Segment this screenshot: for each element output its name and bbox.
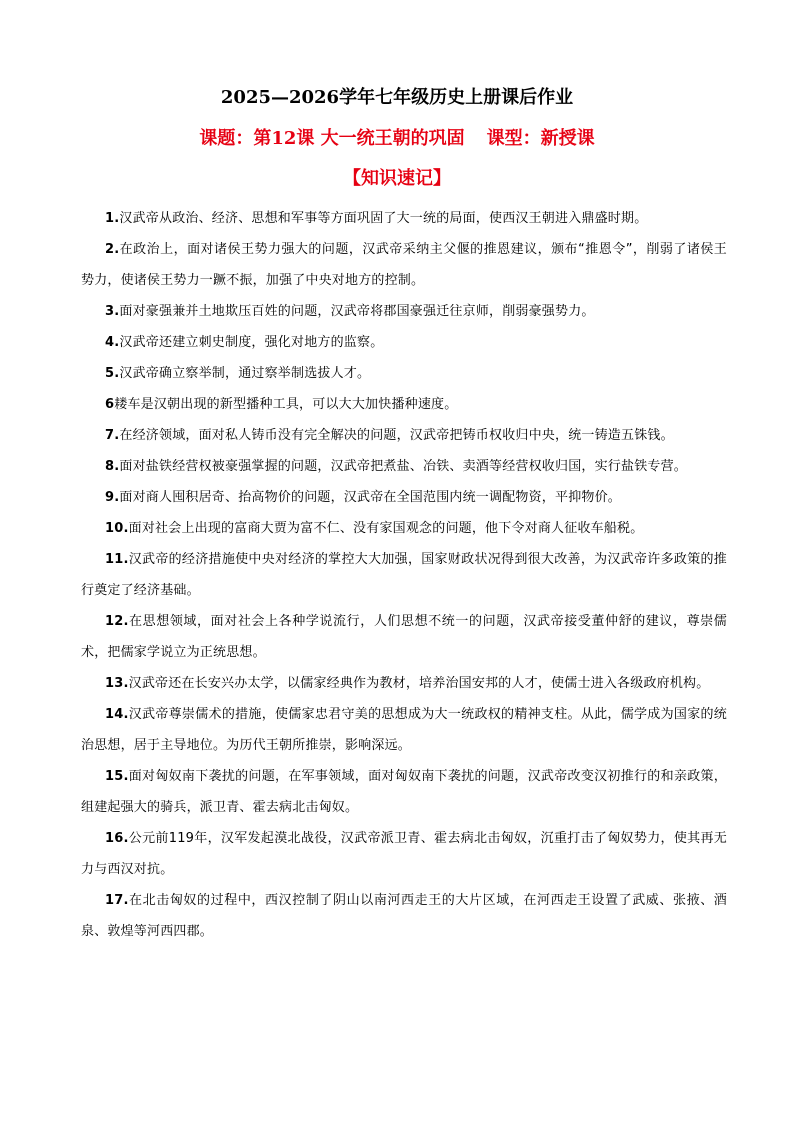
list-item <box>81 699 727 761</box>
item-number: 8. <box>105 459 120 474</box>
lesson-subtitle <box>0 126 794 152</box>
item-number: 17. <box>105 893 129 908</box>
list-item <box>81 327 727 358</box>
item-text: 汉武帝还在长安兴办太学，以儒家经典作为教材，培养治国安邦的人才，使儒士进入各级政府机构。 <box>128 676 710 691</box>
item-text: 汉武帝尊崇儒术的措施，使儒家忠君守美的思想成为大一统政权的精神支柱。从此，儒学成为国家的统治思想，居于主导地位。为历代王朝所推崇，影响深远。 <box>81 707 727 753</box>
knowledge-list <box>81 203 727 947</box>
list-item <box>81 606 727 668</box>
item-number: 7. <box>105 428 120 443</box>
item-text: 在北击匈奴的过程中，西汉控制了阴山以南河西走王的大片区域，在河西走王设置了武威、张掖、酒泉、敦煌等河西四郡。 <box>81 893 727 939</box>
lesson-title: 课题：第12课 大一统王朝的巩固 <box>199 128 465 149</box>
section-heading: 【知识速记】 <box>343 168 451 189</box>
lesson-type: 课型：新授课 <box>486 128 595 149</box>
item-text: 在思想领域，面对社会上各种学说流行，人们思想不统一的问题，汉武帝接受董仲舒的建议，尊崇儒术，把儒家学说立为正统思想。 <box>81 614 727 660</box>
item-number: 2. <box>105 242 120 257</box>
item-text: 面对盐铁经营权被豪强掌握的问题，汉武帝把煮盐、冶铁、卖酒等经营权收归国，实行盐铁专营。 <box>119 459 687 474</box>
list-item <box>81 823 727 885</box>
item-number: 1. <box>105 211 120 226</box>
item-text: 面对商人囤积居奇、抬高物价的问题，汉武帝在全国范围内统一调配物资，平抑物价。 <box>119 490 621 505</box>
page-title: 2025—2026学年七年级历史上册课后作业 <box>220 87 574 108</box>
list-item <box>81 296 727 327</box>
item-number: 15. <box>105 769 129 784</box>
item-text: 公元前119年，汉军发起漠北战役，汉武帝派卫青、霍去病北击匈奴，沉重打击了匈奴势力，使其再无力与西汉对抗。 <box>81 831 727 877</box>
list-item <box>81 451 727 482</box>
item-number: 13. <box>105 676 129 691</box>
item-number: 4. <box>105 335 120 350</box>
list-item <box>81 544 727 606</box>
item-number: 3. <box>105 304 120 319</box>
item-number: 12. <box>105 614 129 629</box>
item-number: 10. <box>105 521 129 536</box>
item-text: 汉武帝还建立刺史制度，强化对地方的监察。 <box>119 335 384 350</box>
item-text: 在经济领域，面对私人铸币没有完全解决的问题，汉武帝把铸币权收归中央，统一铸造五铢钱。 <box>119 428 674 443</box>
item-text: 面对匈奴南下袭扰的问题，在军事领域，面对匈奴南下袭扰的问题，汉武帝改变汉初推行的和亲政策，组建起强大的骑兵，派卫青、霍去病北击匈奴。 <box>81 769 727 815</box>
item-text: 耧车是汉朝出现的新型播种工具，可以大大加快播种速度。 <box>114 397 458 412</box>
list-item <box>81 482 727 513</box>
list-item <box>81 389 727 420</box>
item-number: 5. <box>105 366 120 381</box>
item-number: 14. <box>105 707 129 722</box>
list-item <box>81 668 727 699</box>
list-item <box>81 761 727 823</box>
list-item <box>81 234 727 296</box>
item-text: 汉武帝确立察举制，通过察举制选拔人才。 <box>119 366 371 381</box>
list-item <box>81 885 727 947</box>
item-number: 9. <box>105 490 120 505</box>
list-item <box>81 203 727 234</box>
item-text: 面对社会上出现的富商大贾为富不仁、没有家国观念的问题，他下令对商人征收车船税。 <box>128 521 644 536</box>
item-number: 11. <box>105 552 129 567</box>
item-text: 面对豪强兼并土地欺压百姓的问题，汉武帝将郡国豪强迁往京师，削弱豪强势力。 <box>119 304 595 319</box>
item-text: 汉武帝的经济措施使中央对经济的掌控大大加强，国家财政状况得到很大改善，为汉武帝许多政策的推行奠定了经济基础。 <box>81 552 727 598</box>
item-text: 汉武帝从政治、经济、思想和军事等方面巩固了大一统的局面，使西汉王朝进入鼎盛时期。 <box>119 211 648 226</box>
item-text: 在政治上，面对诸侯王势力强大的问题，汉武帝采纳主父偃的推恩建议，颁布“推恩令”，削弱了诸侯王势力，使诸侯王势力一蹶不振，加强了中央对地方的控制。 <box>81 242 727 288</box>
item-number: 16. <box>105 831 129 846</box>
list-item <box>81 513 727 544</box>
list-item <box>81 420 727 451</box>
list-item <box>81 358 727 389</box>
item-number: 6 <box>105 397 115 412</box>
